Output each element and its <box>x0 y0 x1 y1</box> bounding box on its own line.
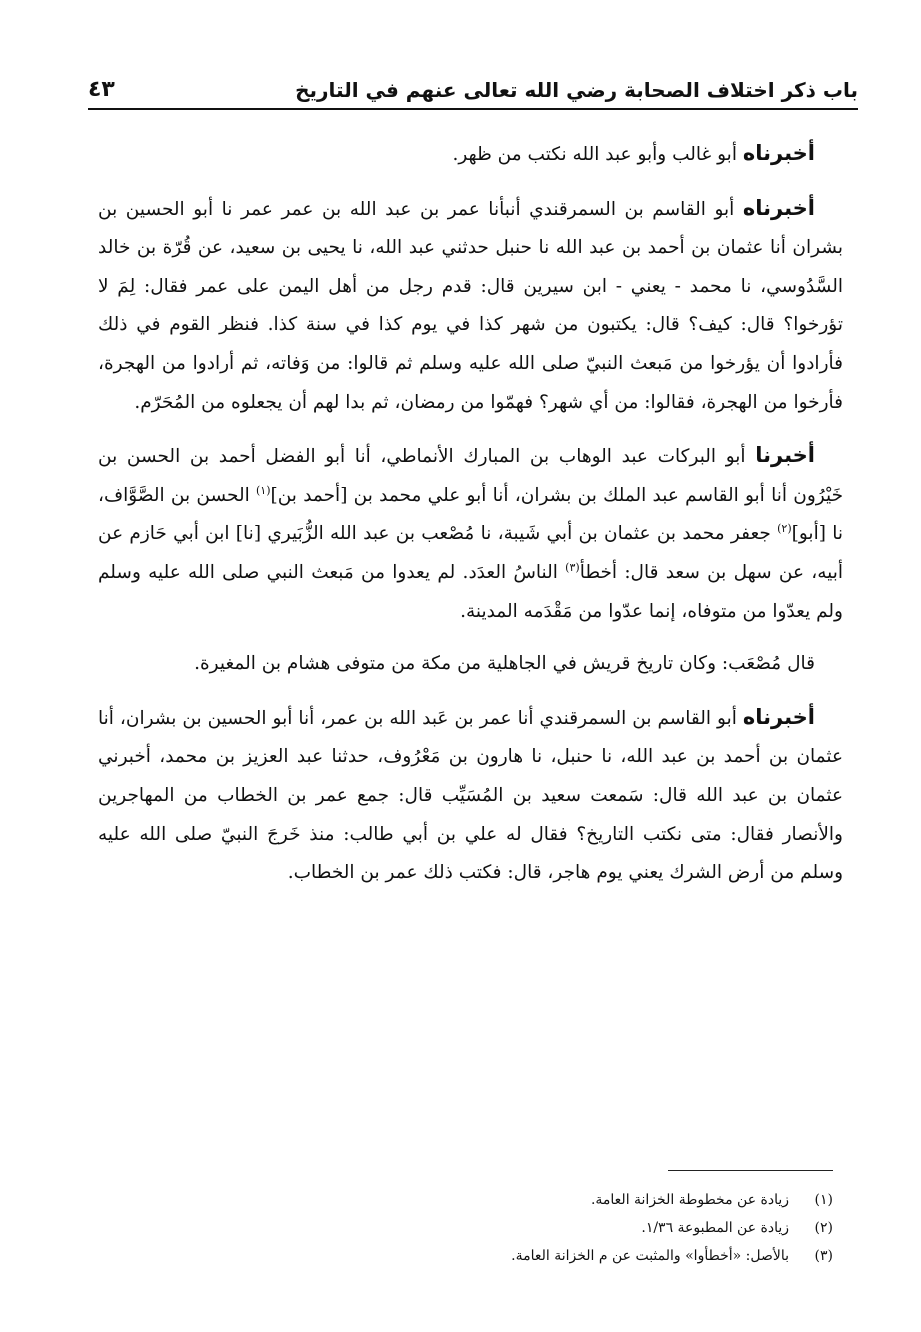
footnote-text: زيادة عن المطبوعة ١/٣٦. <box>641 1220 789 1236</box>
running-header <box>88 62 858 102</box>
paragraph-lead: أخبرناه <box>742 195 815 220</box>
footnote-ref-2: (٢) <box>777 522 792 536</box>
footnote-ref-1: (١) <box>255 483 271 497</box>
footnote-3 <box>88 1242 833 1270</box>
footnote-rule <box>668 1170 833 1171</box>
paragraph-lead: أخبرناه <box>742 141 815 165</box>
paragraph-text: جعفر محمد بن عثمان بن أبي شَيبة، نا مُصْعب بن عبد الله الزُّبَيري [نا] ابن أبي حَازم عن أبيه، عن سهل بن سعد قال: أخطأ <box>98 523 843 583</box>
footnotes <box>88 1186 833 1270</box>
footnote-text: بالأصل: «أخطأوا» والمثبت عن م الخزانة العامة. <box>511 1248 789 1264</box>
chapter-title: باب ذكر اختلاف الصحابة رضي الله تعالى عنهم في التاريخ <box>295 78 858 102</box>
paragraph-text: أبو القاسم بن السمرقندي أنبأنا عمر بن عبد الله بن عمر عمر نا أبو الحسين بن بشران أنا عثمان بن أحمد بن عبد الله نا حنبل حدثني عبد الله، نا يحيى بن سعيد، عن قُرّة بن خالد السَّدُوسي، نا محمد - يعني - ابن سيرين قال: قدم رجل من أهل اليمن على عمر فقال: لِمَ لا تؤرخوا؟ قال: كيف؟ قال: يكتبون من شهر كذا في يوم كذا في سنة كذا. فنظر القوم في ذلك فأرادوا أن يؤرخوا من مَبعث النبيّ صلى الله عليه وسلم ثم قالوا: من وَفاته، ثم أرادوا من الهجرة، فأرخوا من الهجرة، فقالوا: من أي شهر؟ فهمّوا من رمضان، ثم بدا لهم أن يجعلوه من المُحَرّم. <box>98 198 843 413</box>
footnote-ref-3: (٣) <box>565 560 580 574</box>
footnote-text: زيادة عن مخطوطة الخزانة العامة. <box>590 1192 789 1208</box>
paragraph-2 <box>98 189 843 423</box>
main-text <box>98 134 843 907</box>
paragraph-text: الحسن بن الصَّوَّاف، نا [أبو] <box>98 484 843 545</box>
paragraph-text: أبو غالب وأبو عبد الله نكتب من ظهر. <box>452 144 737 165</box>
paragraph-5 <box>98 698 843 893</box>
footnote-1 <box>88 1186 833 1214</box>
paragraph-text: قال مُصْعَب: وكان تاريخ قريش في الجاهلية من مكة من متوفى هشام بن المغيرة. <box>194 653 815 675</box>
paragraph-text: أبو القاسم بن السمرقندي أنا عمر بن عَبد الله بن عمر، أنا أبو الحسين بن بشران، أنا عثمان بن أحمد بن عبد الله، نا حنبل، نا هارون بن مَعْرُوف، حدثنا عبد العزيز بن محمد، أخبرني عثمان بن عبد الله قال: سَمعت سعيد بن المُسَيِّب قال: جمع عمر بن الخطاب من المهاجرين والأنصار فقال: متى نكتب التاريخ؟ فقال له علي بن أبي طالب: منذ خَرجَ النبيّ صلى الله عليه وسلم من أرض الشرك يعني يوم هاجر، قال: فكتب ذلك عمر بن الخطاب. <box>98 707 843 884</box>
header-rule <box>88 108 858 110</box>
paragraph-lead: أخبرنا <box>755 443 815 468</box>
footnote-2 <box>88 1214 833 1242</box>
footnote-number: (١) <box>814 1192 833 1208</box>
footnote-number: (٣) <box>814 1248 833 1264</box>
paragraph-lead: أخبرناه <box>742 704 815 729</box>
paragraph-text: الناسُ العدَد. لم يعدوا من مَبعث النبي صلى الله عليه وسلم ولم يعدّوا من متوفاه، إنما عدّوا من مَقْدَمه المدينة. <box>98 561 843 622</box>
page-number: ٤٣ <box>88 77 115 102</box>
footnote-number: (٢) <box>814 1220 833 1236</box>
paragraph-1 <box>98 134 843 175</box>
paragraph-3 <box>98 436 843 631</box>
paragraph-4 <box>98 645 843 684</box>
paragraph-text: أبو البركات عبد الوهاب بن المبارك الأنماطي، أنا أبو الفضل أحمد بن الحسن بن خَيْرُون أنا أبو القاسم عبد الملك بن بشران، أنا أبو علي محمد بن [أحمد بن] <box>98 446 844 506</box>
